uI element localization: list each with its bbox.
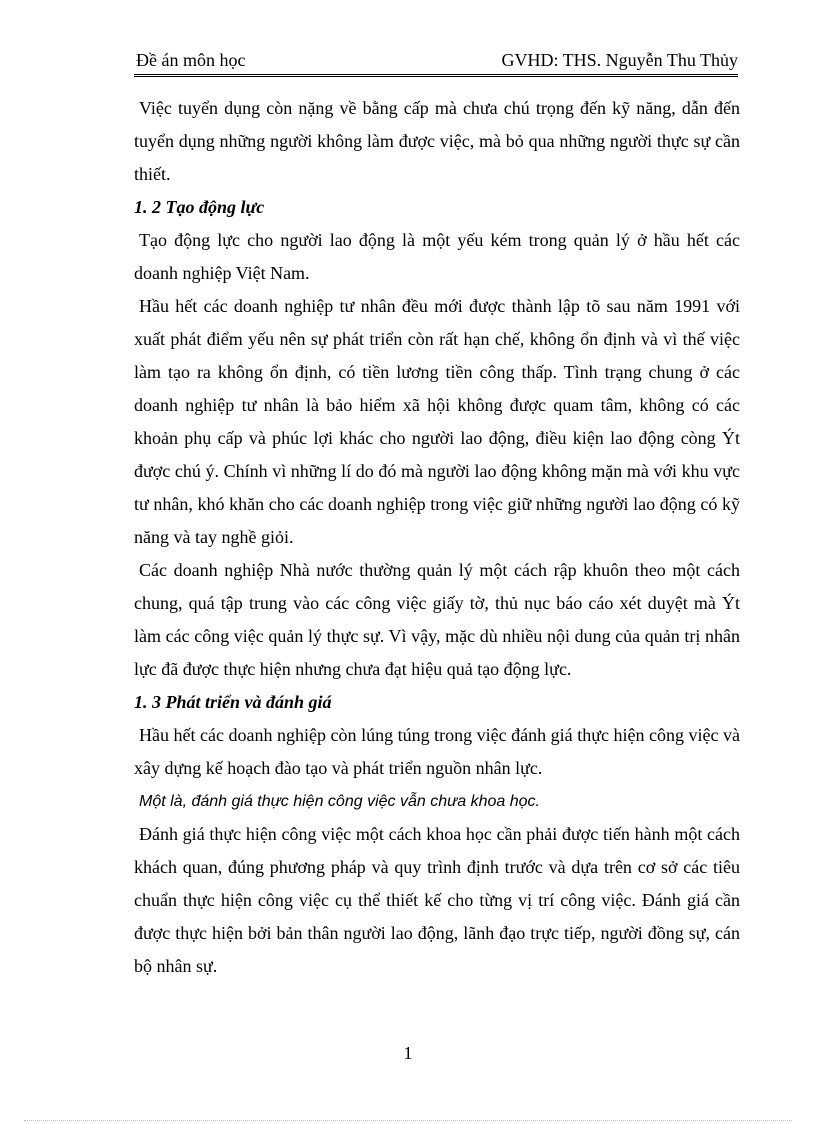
header-supervisor: GVHD: THS. Nguyễn Thu Thủy	[501, 50, 738, 70]
document-body	[134, 92, 740, 983]
page-number: 1	[403, 1043, 413, 1063]
paragraph-state-enterprises: Các doanh nghiệp Nhà nước thường quản lý một cách rập khuôn theo một cách chung, quá tập trung vào các công việc giấy tờ, thủ nục báo cáo xét duyệt mà Ýt làm các công việc quản lý thực sự. Vì vậy, mặc dù nhiều nội dung của quản trị nhân lực đã được thực hiện nhưng chưa đạt hiệu quả tạo động lực.	[134, 560, 740, 679]
paragraph-first-point: Một là, đánh giá thực hiện công việc vẫn chưa khoa học.	[139, 793, 540, 810]
page-edge-divider	[24, 1120, 792, 1121]
section-heading-motivation: 1. 2 Tạo động lực	[134, 197, 265, 217]
paragraph-evaluation: Đánh giá thực hiện công việc một cách khoa học cần phải được tiến hành một cách khách quan, đúng phương pháp và quy trình định trước và dựa trên cơ sở các tiêu chuẩn thực hiện công việc cụ thể thiết kế cho từng vị trí công việc. Đánh giá cần được thực hiện bởi bản thân người lao động, lãnh đạo trực tiếp, người đồng sự, cán bộ nhân sự.	[134, 824, 740, 976]
paragraph-recruitment: Việc tuyển dụng còn nặng về bằng cấp mà chưa chú trọng đến kỹ năng, dẫn đến tuyển dụng những người không làm được việc, mà bỏ qua những người thực sự cần thiết.	[134, 98, 740, 184]
header-course-title: Đề án môn học	[136, 50, 246, 70]
section-heading-development: 1. 3 Phát triển và đánh giá	[134, 692, 332, 712]
paragraph-development-intro: Hầu hết các doanh nghiệp còn lúng túng trong việc đánh giá thực hiện công việc và xây dựng kế hoạch đào tạo và phát triển nguồn nhân lực.	[134, 725, 740, 778]
paragraph-motivation-intro: Tạo động lực cho người lao động là một yếu kém trong quản lý ở hầu hết các doanh nghiệp Việt Nam.	[134, 230, 740, 283]
page-header	[134, 50, 738, 77]
paragraph-private-enterprises: Hầu hết các doanh nghiệp tư nhân đều mới được thành lập tõ sau năm 1991 với xuất phát điểm yếu nên sự phát triển còn rất hạn chế, không ổn định và vì thế việc làm tạo ra không ổn định, có tiền lương tiền công thấp. Tình trạng chung ở các doanh nghiệp tư nhân là bảo hiểm xã hội không được quam tâm, không có các khoản phụ cấp và phúc lợi khác cho người lao động, điều kiện lao động còng Ýt được chú ý. Chính vì những lí do đó mà người lao động không mặn mà với khu vực tư nhân, khó khăn cho các doanh nghiệp trong việc giữ những người lao động có kỹ năng và tay nghề giỏi.	[134, 296, 740, 547]
